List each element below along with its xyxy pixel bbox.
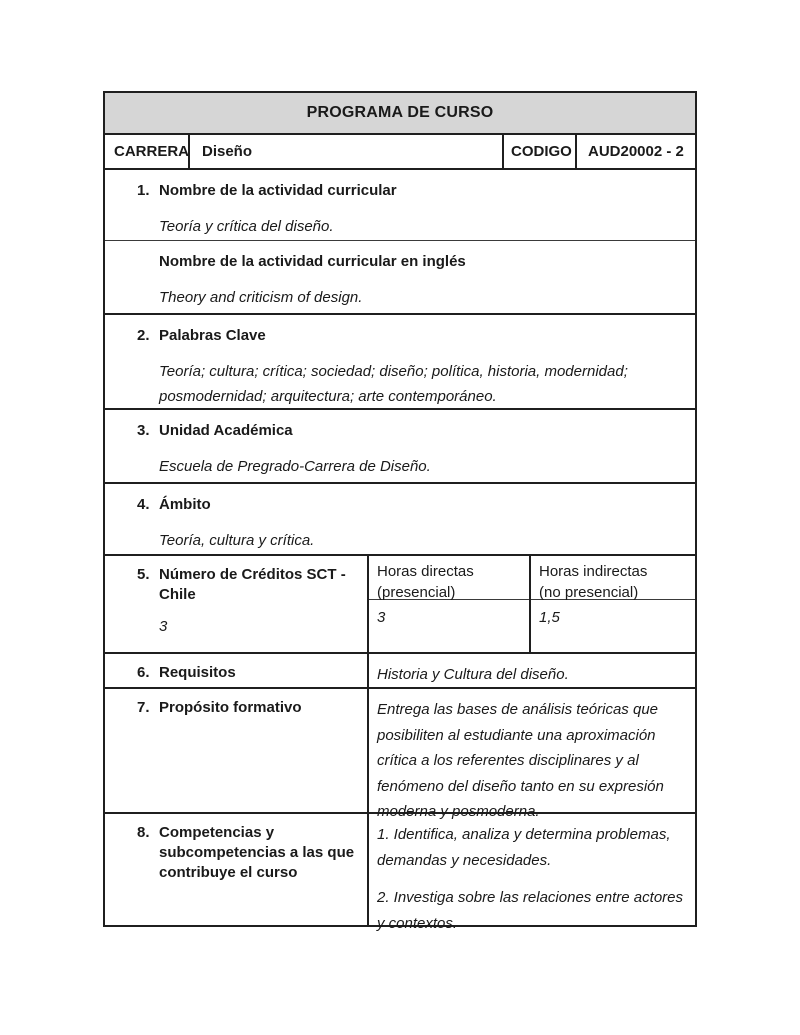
section-6-label: Requisitos: [159, 664, 236, 681]
section-8-number: 8.: [137, 824, 150, 841]
carrera-codigo-row: [105, 135, 695, 170]
section-5-label: Número de Créditos SCT - Chile: [159, 566, 346, 603]
section-8-value-item-1: 1. Identifica, analiza y determina problemas, demandas y necesidades.: [377, 826, 671, 869]
document-title-row: [105, 93, 695, 135]
creditos-left-cell: [105, 556, 367, 652]
section-1en-value: Theory and criticism of design.: [159, 289, 363, 306]
section-2-label: Palabras Clave: [159, 327, 266, 344]
section-7-label: Propósito formativo: [159, 699, 302, 716]
section-requisitos: [105, 654, 695, 689]
proposito-label-cell: [105, 689, 367, 812]
section-1-number: 1.: [137, 182, 150, 199]
codigo-label: CODIGO: [504, 135, 577, 168]
document-title: PROGRAMA DE CURSO: [306, 104, 494, 121]
section-6-value: Historia y Cultura del diseño.: [377, 666, 569, 683]
proposito-value-cell: [367, 689, 695, 820]
section-8-label: Competencias y subcompetencias a las que contribuye el curso: [159, 824, 355, 881]
horas-indirectas-label-line1: Horas indirectas: [539, 563, 648, 580]
section-4-label-line: [137, 495, 679, 515]
section-2-value: Teoría; cultura; crítica; sociedad; diseño; política, historia, modernidad; posmodernidad; arquitectura; arte contemporáneo.: [159, 363, 628, 405]
section-palabras-clave: [105, 315, 695, 410]
section-7-label-line: [137, 698, 355, 718]
section-creditos: [105, 556, 695, 654]
horas-indirectas-label-line2: (no presencial): [539, 584, 639, 601]
section-4-value: Teoría, cultura y crítica.: [159, 532, 315, 549]
section-1-label: Nombre de la actividad curricular: [159, 182, 397, 199]
horas-indirectas-value: 1,5: [539, 609, 560, 626]
section-5-value: 3: [159, 618, 168, 635]
section-5-number: 5.: [137, 566, 150, 583]
course-program-table: [103, 91, 697, 932]
horas-directas-value: 3: [377, 609, 386, 626]
section-1en-label: Nombre de la actividad curricular en inglés: [159, 253, 466, 270]
section-3-label-line: [137, 421, 679, 441]
section-3-label: Unidad Académica: [159, 422, 293, 439]
section-competencias: [105, 814, 695, 932]
section-4-label: Ámbito: [159, 496, 211, 513]
section-7-value: Entrega las bases de análisis teóricas que posibiliten al estudiante una aproximación crítica a los referentes disciplinares y al fenómeno del diseño tanto en su expresión moderna y posmoderna.: [377, 701, 664, 820]
section-proposito-formativo: [105, 689, 695, 820]
section-4-number: 4.: [137, 496, 150, 513]
horas-directas-column: [367, 556, 529, 652]
requisitos-label-cell: [105, 654, 367, 687]
section-8-label-line: [137, 823, 355, 883]
section-nombre-actividad: [105, 170, 695, 241]
horas-indirectas-header: [531, 556, 695, 600]
section-unidad-academica: [105, 410, 695, 484]
section-6-number: 6.: [137, 664, 150, 681]
horas-directas-label-line1: Horas directas: [377, 563, 474, 580]
section-7-number: 7.: [137, 699, 150, 716]
section-2-number: 2.: [137, 327, 150, 344]
section-ambito: [105, 484, 695, 556]
section-1-value: Teoría y crítica del diseño.: [159, 218, 334, 235]
horas-indirectas-column: [529, 556, 695, 652]
section-6-label-line: [137, 663, 355, 683]
section-5-label-line: [137, 565, 357, 605]
requisitos-value-cell: [367, 654, 695, 687]
section-3-number: 3.: [137, 422, 150, 439]
section-1-label-line: [137, 181, 679, 201]
horas-directas-header: [369, 556, 529, 600]
carrera-label: CARRERA: [105, 135, 190, 168]
codigo-value: AUD20002 - 2: [588, 143, 684, 160]
horas-directas-label-line2: (presencial): [377, 584, 456, 601]
section-8-value-item-2: 2. Investiga sobre las relaciones entre actores y contextos.: [377, 889, 683, 932]
section-3-value: Escuela de Pregrado-Carrera de Diseño.: [159, 458, 431, 475]
section-nombre-actividad-ingles: [105, 241, 695, 315]
competencias-value-cell: [367, 814, 695, 932]
carrera-value: Diseño: [190, 135, 504, 168]
competencias-label-cell: [105, 814, 367, 925]
section-2-label-line: [137, 326, 679, 346]
